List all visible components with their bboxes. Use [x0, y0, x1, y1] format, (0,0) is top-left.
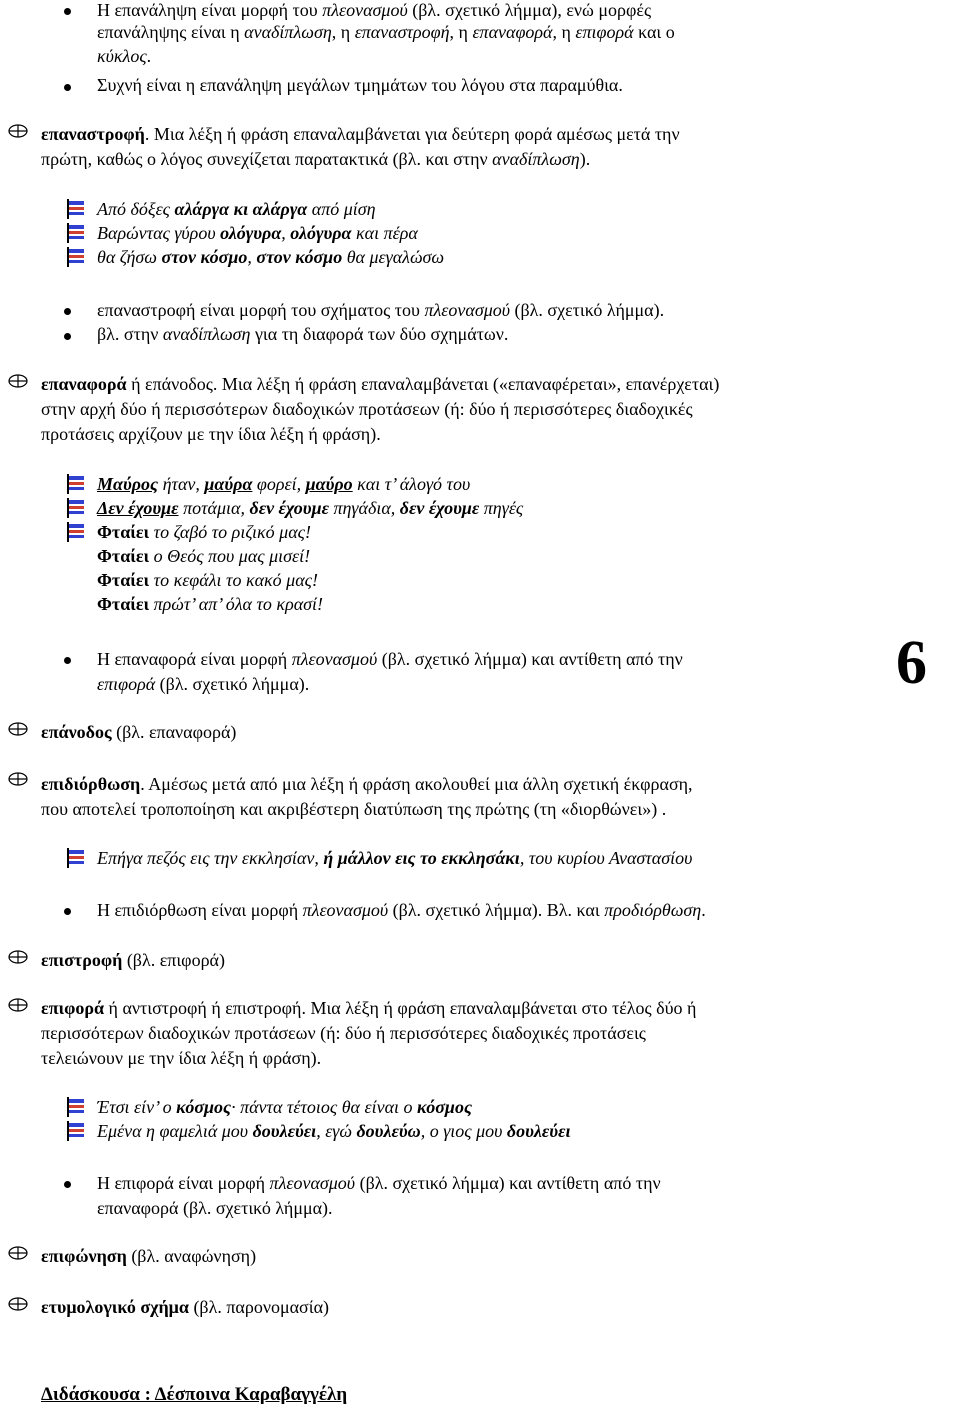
- cross-bullet-icon: [8, 950, 28, 964]
- cross-bullet-icon: [8, 374, 28, 388]
- entry-epidiorthosi-line-1: επιδιόρθωση. Αμέσως μετά από μια λέξη ή φράση ακολουθεί μια άλλη σχετική έκφραση,: [41, 774, 693, 794]
- note-epanastrofi-2: βλ. στην αναδίπλωση για τη διαφορά των δύο σχημάτων.: [97, 324, 509, 344]
- flag-bullet-icon: [64, 498, 86, 518]
- flag-bullet-icon: [64, 1097, 86, 1117]
- entry-epifora-line-1: επιφορά ή αντιστροφή ή επιστροφή. Μια λέξη ή φράση επαναλαμβάνεται στο τέλος δύο ή: [41, 998, 697, 1018]
- entry-epanafora-line-1: επαναφορά ή επάνοδος. Μια λέξη ή φράση επαναλαμβάνεται («επαναφέρεται», επανέρχεται): [41, 374, 720, 394]
- round-bullet-icon: [64, 908, 71, 915]
- top-bullet-2-line-1: Συχνή είναι η επανάληψη μεγάλων τμημάτων του λόγου στα παραμύθια.: [97, 75, 623, 95]
- cross-bullet-icon: [8, 124, 28, 138]
- flag-bullet-icon: [64, 522, 86, 542]
- epanastrofi-example-line: θα ζήσω στον κόσμο, στον κόσμο θα μεγαλώσω: [97, 247, 445, 267]
- entry-epidiorthosi-line-2: που αποτελεί τροποποίηση και ακριβέστερη διατύπωση της πρώτης (τη «διορθώνει») .: [41, 799, 667, 819]
- epanafora-example-line: Φταίει ο Θεός που μας μισεί!: [97, 546, 311, 566]
- entry-epanastrofi-line-1: επαναστροφή. Μια λέξη ή φράση επαναλαμβάνεται για δεύτερη φορά αμέσως μετά την: [41, 124, 680, 144]
- entry-etymologiko: ετυμολογικό σχήμα (βλ. παρονομασία): [41, 1297, 330, 1317]
- entry-epifonisi: επιφώνηση (βλ. αναφώνηση): [41, 1246, 257, 1266]
- top-bullet-1-line-3: κύκλος.: [97, 46, 152, 66]
- epanafora-example-line: Φταίει το κεφάλι το κακό μας!: [97, 570, 318, 590]
- entry-epifora-line-3: τελειώνουν με την ίδια λέξη ή φράση).: [41, 1048, 322, 1068]
- note-epifora-line-1: Η επιφορά είναι μορφή πλεονασμού (βλ. σχετικό λήμμα) και αντίθετη από την: [97, 1173, 661, 1193]
- epifora-example-line: Εμένα η φαμελιά μου δουλεύει, εγώ δουλεύω, ο γιος μου δουλεύει: [97, 1121, 571, 1141]
- top-bullet-1-line-2: επανάληψης είναι η αναδίπλωση, η επαναστροφή, η επαναφορά, η επιφορά και ο: [97, 22, 675, 42]
- note-epanafora-line-1: Η επαναφορά είναι μορφή πλεονασμού (βλ. σχετικό λήμμα) και αντίθετη από την: [97, 649, 683, 669]
- top-bullet-1-line-1: Η επανάληψη είναι μορφή του πλεονασμού (βλ. σχετικό λήμμα), ενώ μορφές: [97, 0, 652, 20]
- round-bullet-icon: [64, 8, 71, 15]
- flag-bullet-icon: [64, 474, 86, 494]
- cross-bullet-icon: [8, 998, 28, 1012]
- cross-bullet-icon: [8, 1297, 28, 1311]
- note-epanafora-line-2: επιφορά (βλ. σχετικό λήμμα).: [97, 674, 310, 694]
- round-bullet-icon: [64, 308, 71, 315]
- entry-epistrofi: επιστροφή (βλ. επιφορά): [41, 950, 225, 970]
- note-epifora-line-2: επαναφορά (βλ. σχετικό λήμμα).: [97, 1198, 333, 1218]
- cross-bullet-icon: [8, 772, 28, 786]
- flag-bullet-icon: [64, 199, 86, 219]
- epanafora-example-line: Φταίει πρώτ’ απ’ όλα το κρασί!: [97, 594, 324, 614]
- example-epidiorthosi: Επήγα πεζός εις την εκκλησίαν, ή μάλλον εις το εκκλησάκι, του κυρίου Αναστασίου: [97, 848, 693, 868]
- flag-bullet-icon: [64, 848, 86, 868]
- flag-bullet-icon: [64, 1121, 86, 1141]
- note-epidiorthosi: Η επιδιόρθωση είναι μορφή πλεονασμού (βλ. σχετικό λήμμα). Βλ. και προδιόρθωση.: [97, 900, 706, 920]
- epanastrofi-example-line: Από δόξες αλάργα κι αλάργα από μίση: [97, 199, 376, 219]
- entry-epanafora-line-3: προτάσεις αρχίζουν με την ίδια λέξη ή φράση).: [41, 424, 381, 444]
- page-number: 6: [896, 629, 927, 697]
- epanastrofi-example-line: Βαρώντας γύρου ολόγυρα, ολόγυρα και πέρα: [97, 223, 418, 243]
- round-bullet-icon: [64, 1181, 71, 1188]
- flag-bullet-icon: [64, 247, 86, 267]
- cross-bullet-icon: [8, 722, 28, 736]
- round-bullet-icon: [64, 84, 71, 91]
- epanafora-example-line: Μαύρος ήταν, μαύρα φορεί, μαύρο και τ’ άλογό του: [97, 474, 471, 494]
- epanafora-example-line: Φταίει το ζαβό το ριζικό μας!: [97, 522, 311, 542]
- footer-author: Διδάσκουσα : Δέσποινα Καραβαγγέλη: [41, 1384, 348, 1405]
- round-bullet-icon: [64, 333, 71, 340]
- epanafora-example-line: Δεν έχουμε ποτάμια, δεν έχουμε πηγάδια, δεν έχουμε πηγές: [97, 498, 524, 518]
- round-bullet-icon: [64, 657, 71, 664]
- epifora-example-line: Έτσι είν’ ο κόσμος· πάντα τέτοιος θα είναι ο κόσμος: [97, 1097, 472, 1117]
- note-epanastrofi-1: επαναστροφή είναι μορφή του σχήματος του πλεονασμού (βλ. σχετικό λήμμα).: [97, 300, 665, 320]
- entry-epanafora-line-2: στην αρχή δύο ή περισσότερων διαδοχικών προτάσεων (ή: δύο ή περισσότερες διαδοχικές: [41, 399, 693, 419]
- entry-epanodos: επάνοδος (βλ. επαναφορά): [41, 722, 237, 742]
- entry-epanastrofi-line-2: πρώτη, καθώς ο λόγος συνεχίζεται παρατακτικά (βλ. και στην αναδίπλωση).: [41, 149, 591, 169]
- flag-bullet-icon: [64, 223, 86, 243]
- entry-epifora-line-2: περισσότερων διαδοχικών προτάσεων (ή: δύο ή περισσότερες διαδοχικές προτάσεις: [41, 1023, 646, 1043]
- cross-bullet-icon: [8, 1246, 28, 1260]
